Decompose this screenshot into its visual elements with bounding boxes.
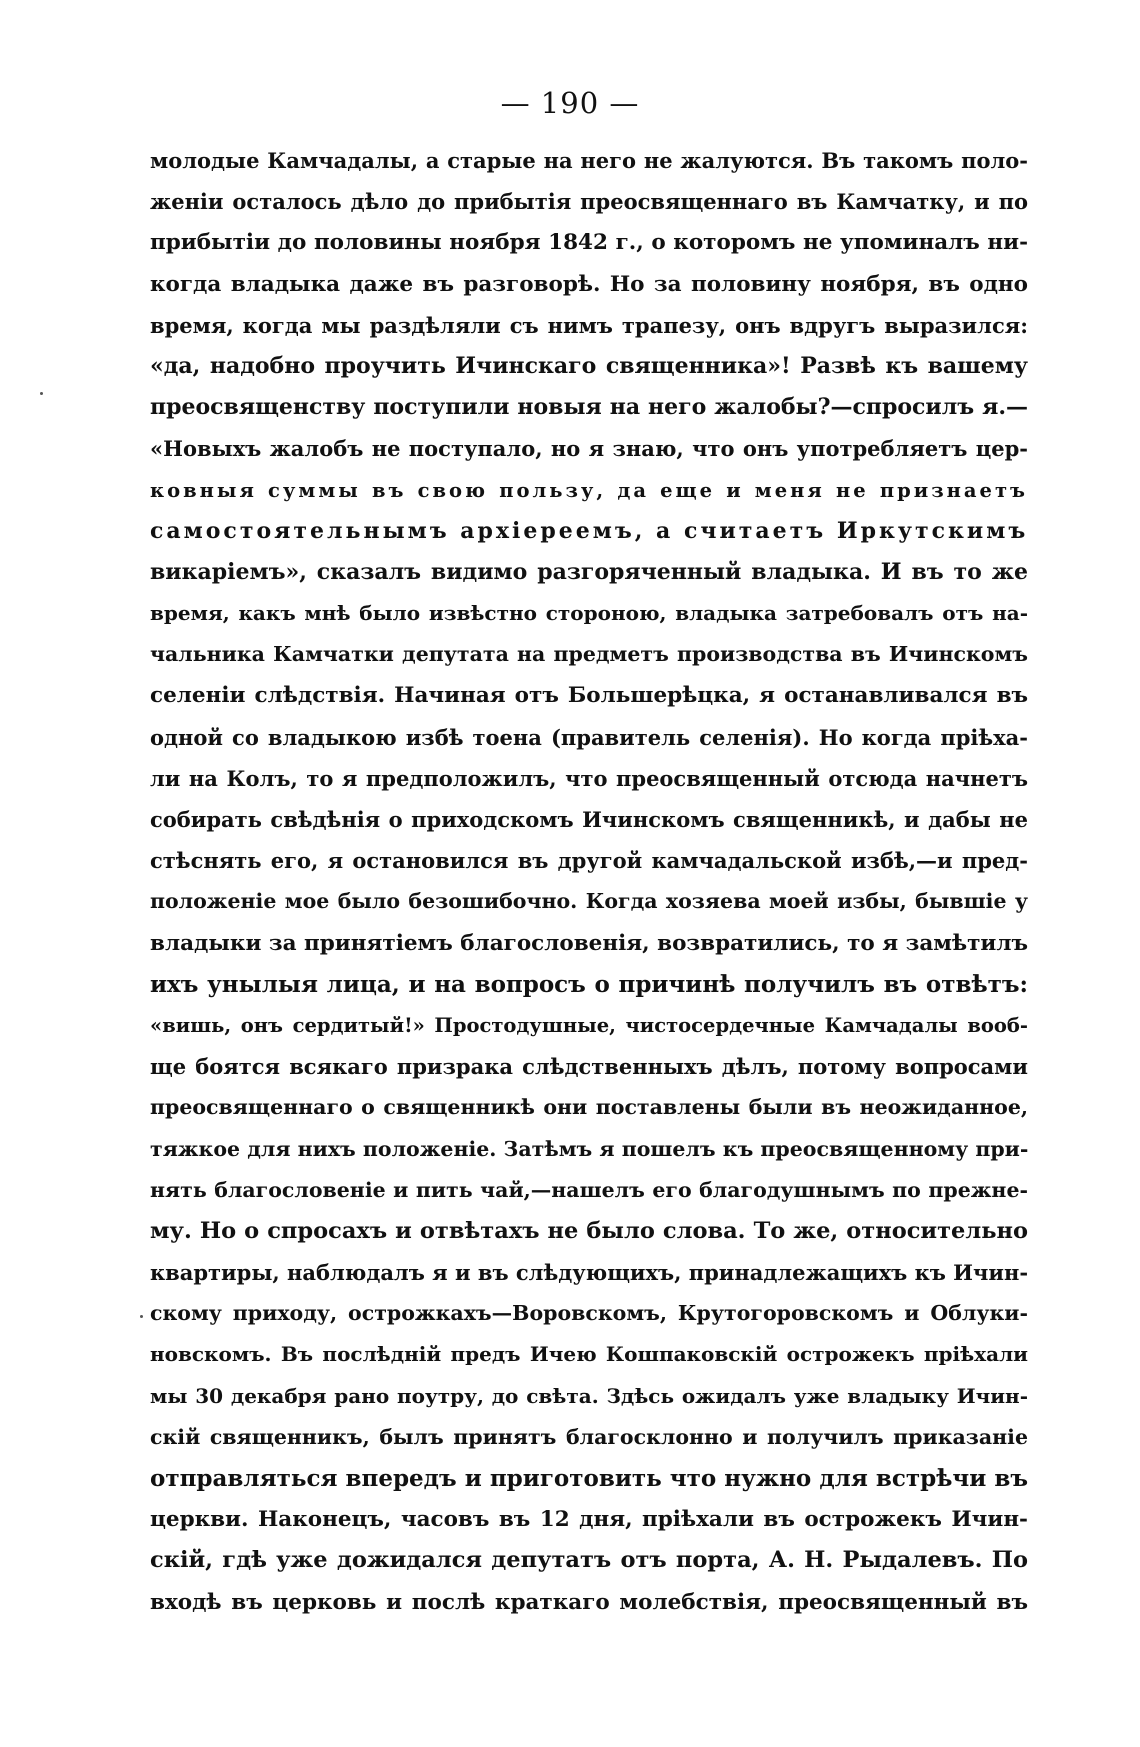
text-line: когда владыка даже въ разговорѣ. Но за половину ноября, въ одно (150, 271, 1028, 297)
text-line: ихъ унылыя лица, и на вопросъ о причинѣ получилъ въ отвѣтъ: (150, 970, 1028, 998)
text-line: одной со владыкою избѣ тоена (правитель селенія). Но когда пріѣха- (150, 724, 1028, 750)
text-line: прибытіи до половины ноября 1842 г., о которомъ не упоминалъ ни- (150, 230, 1028, 256)
text-line: тяжкое для нихъ положеніе. Затѣмъ я пошелъ къ преосвященному при- (150, 1136, 1028, 1161)
text-line: ли на Колъ, то я предположилъ, что преосвященный отсюда начнетъ (150, 765, 1028, 791)
text-line: чальника Камчатки депутата на предметъ производства въ Ичинскомъ (150, 642, 1028, 667)
page-number: — 190 — (500, 86, 640, 120)
text-line: викаріемъ», сказалъ видимо разгоряченный владыка. И въ то же (150, 558, 1028, 585)
text-line: собирать свѣдѣнія о приходскомъ Ичинскомъ священникѣ, и дабы не (150, 807, 1028, 832)
text-line: время, какъ мнѣ было извѣстно стороною, владыка затребовалъ отъ на- (150, 601, 1028, 626)
text-line: ковныя суммы въ свою пользу, да еще и меня не признаетъ (150, 478, 1028, 502)
text-line: квартиры, наблюдалъ я и въ слѣдующихъ, принадлежащихъ къ Ичин- (150, 1260, 1028, 1286)
text-line: самостоятельнымъ архіереемъ, а считаетъ Иркутскимъ (150, 517, 1028, 544)
text-line: новскомъ. Въ послѣдній предъ Ичею Кошпаковскій острожекъ пріѣхали (150, 1342, 1028, 1367)
text-line: скому приходу, острожкахъ—Воровскомъ, Крутогоровскомъ и Облуки- (150, 1301, 1028, 1326)
text-line: «Новыхъ жалобъ не поступало, но я знаю, что онъ употребляетъ цер- (150, 436, 1028, 462)
text-line: входѣ въ церковь и послѣ краткаго молебствія, преосвященный въ (150, 1589, 1028, 1615)
text-line: селеніи слѣдствія. Начиная отъ Большерѣцка, я останавливался въ (150, 683, 1028, 709)
text-line: скій священникъ, былъ принятъ благосклонно и получилъ приказаніе (150, 1424, 1028, 1449)
text-line: «да, надобно проучить Ичинскаго священника»! Развѣ къ вашему (150, 352, 1028, 379)
scan-speck (140, 1315, 143, 1318)
text-line: преосвященнаго о священникѣ они поставлены были въ неожиданное, (150, 1095, 1028, 1120)
text-line: нять благословеніе и пить чай,—нашелъ его благодушнымъ по прежне- (150, 1177, 1028, 1202)
text-line: преосвященству поступили новыя на него жалобы?—спросилъ я.— (150, 394, 1028, 421)
text-line: молодые Камчадалы, а старые на него не жалуются. Въ такомъ поло- (150, 148, 1028, 173)
text-line: время, когда мы раздѣляли съ нимъ трапезу, онъ вдругъ выразился: (150, 312, 1028, 338)
text-line: мы 30 декабря рано поутру, до свѣта. Здѣсь ожидалъ уже владыку Ичин- (150, 1383, 1028, 1408)
text-line: церкви. Наконецъ, часовъ въ 12 дня, пріѣхали въ острожекъ Ичин- (150, 1507, 1028, 1533)
text-line: положеніе мое было безошибочно. Когда хозяева моей избы, бывшіе у (150, 889, 1028, 914)
text-line: ще боятся всякаго призрака слѣдственныхъ дѣлъ, потому вопросами (150, 1054, 1028, 1080)
body-text (150, 140, 1028, 1623)
text-line: женіи осталось дѣло до прибытія преосвященнаго въ Камчатку, и по (150, 189, 1028, 215)
text-line: «вишь, онъ сердитый!» Простодушные, чистосердечные Камчадалы вооб- (150, 1013, 1028, 1037)
text-line: стѣснять его, я остановился въ другой камчадальской избѣ,—и пред- (150, 848, 1028, 874)
text-line: отправляться впередъ и приготовить что нужно для встрѣчи въ (150, 1465, 1028, 1492)
scan-speck (40, 392, 43, 395)
text-line: скій, гдѣ уже дожидался депутатъ отъ порта, А. Н. Рыдалевъ. По (150, 1547, 1028, 1574)
text-line: му. Но о спросахъ и отвѣтахъ не было слова. То же, относительно (150, 1217, 1028, 1244)
text-line: владыки за принятіемъ благословенія, возвратились, то я замѣтилъ (150, 930, 1028, 956)
